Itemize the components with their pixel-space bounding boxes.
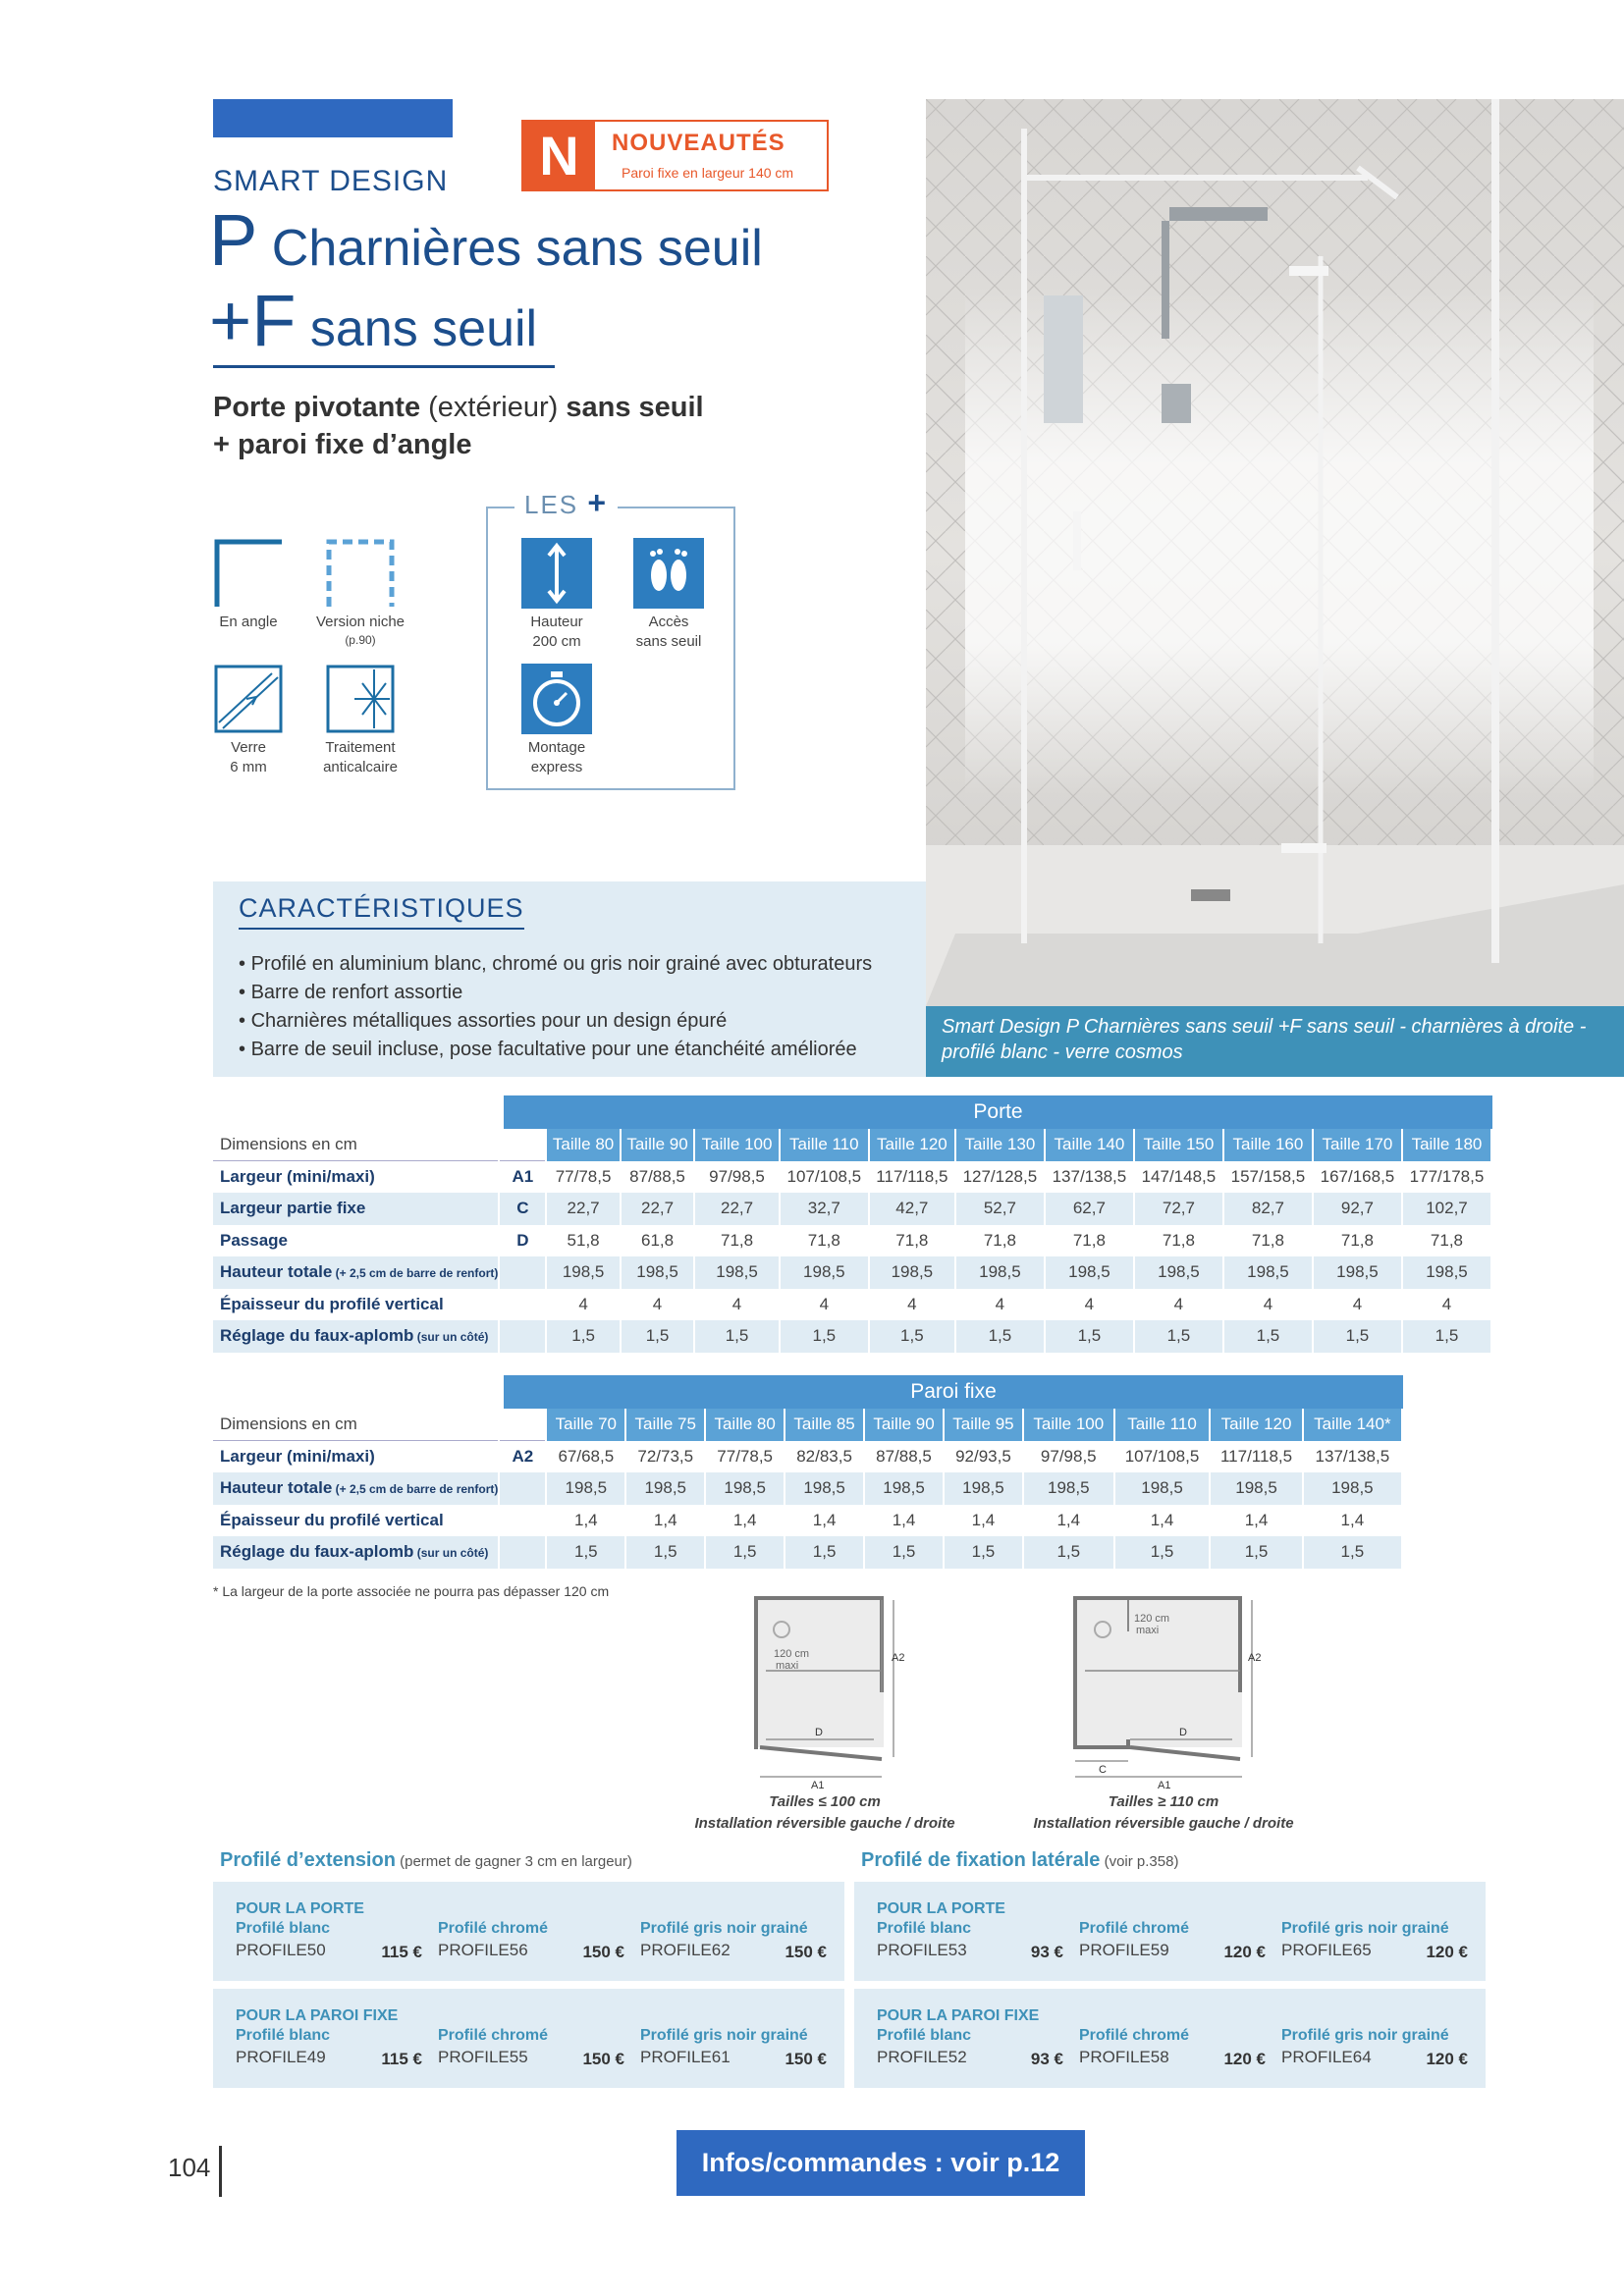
- table-cell: 198,5: [1045, 1256, 1134, 1289]
- table-cell: 32,7: [780, 1193, 869, 1225]
- row-label: Réglage du faux-aplomb (sur un côté): [213, 1536, 499, 1569]
- size-header: Taille 100: [694, 1129, 780, 1161]
- profile-option: [1079, 1899, 1266, 1962]
- new-badge: [521, 120, 829, 191]
- table-cell: 71,8: [1045, 1225, 1134, 1257]
- table-cell: 4: [1402, 1289, 1491, 1321]
- row-label: Largeur (mini/maxi): [213, 1161, 499, 1194]
- stopwatch-icon: [521, 664, 592, 734]
- table-cell: 4: [1313, 1289, 1402, 1321]
- table-cell: 1,5: [1303, 1536, 1402, 1569]
- brand-label: SMART DESIGN: [213, 165, 449, 197]
- product-photo: [926, 99, 1624, 1006]
- row-code: [499, 1320, 546, 1353]
- table-cell: 1,4: [785, 1505, 864, 1537]
- row-code: A2: [499, 1441, 546, 1473]
- list-item: • Profilé en aluminium blanc, chromé ou gris noir grainé avec obturateurs: [239, 950, 872, 979]
- profile-price: 120 €: [1223, 2050, 1266, 2068]
- table-cell: 198,5: [1313, 1256, 1402, 1289]
- table-cell: 1,4: [546, 1505, 625, 1537]
- size-header: Taille 150: [1134, 1129, 1223, 1161]
- plus-label-access: Accès: [648, 614, 689, 630]
- feature-label-niche: Version niche: [315, 614, 406, 630]
- profile-ref: PROFILE58: [1079, 2048, 1169, 2066]
- profile-price: 93 €: [1030, 1943, 1063, 1961]
- table-cell: 198,5: [785, 1472, 864, 1505]
- table-cell: 97/98,5: [1023, 1441, 1114, 1473]
- table-row: [213, 1536, 1402, 1569]
- row-code: [499, 1289, 546, 1321]
- profile-target: POUR LA PORTE: [236, 1900, 364, 1917]
- table-row: [213, 1193, 1491, 1225]
- profile-option: [640, 1899, 827, 1962]
- footprints-icon: [633, 538, 704, 609]
- anticalc-icon: [325, 664, 396, 734]
- profile-option: [236, 2006, 422, 2069]
- table-cell: 1,5: [694, 1320, 780, 1353]
- profile-name: Profilé gris noir grainé: [1281, 2027, 1449, 2044]
- table-cell: 4: [780, 1289, 869, 1321]
- diagram-d-label: D: [1179, 1727, 1187, 1738]
- product-subtitle: Porte pivotante (extérieur) sans seuil + paroi fixe d’angle: [213, 392, 704, 460]
- table-cell: 77/78,5: [546, 1161, 620, 1194]
- title-rule: [213, 365, 555, 368]
- table-cell: 1,5: [705, 1536, 785, 1569]
- table-cell: 1,5: [869, 1320, 955, 1353]
- table-cell: 198,5: [955, 1256, 1045, 1289]
- size-header: Taille 120: [869, 1129, 955, 1161]
- profile-box: [213, 1882, 844, 1981]
- profile-option: [877, 2006, 1063, 2069]
- table-cell: 1,5: [864, 1536, 944, 1569]
- table-cell: 198,5: [1210, 1472, 1302, 1505]
- feature-sub-glass: 6 mm: [230, 759, 267, 775]
- table-cell: 198,5: [869, 1256, 955, 1289]
- table-cell: 1,5: [1402, 1320, 1491, 1353]
- profile-ref: PROFILE49: [236, 2048, 326, 2066]
- table-cell: 22,7: [694, 1193, 780, 1225]
- table-cell: 71,8: [955, 1225, 1045, 1257]
- profile-ref: PROFILE55: [438, 2048, 528, 2066]
- profile-ref: PROFILE59: [1079, 1941, 1169, 1959]
- dim-label: Dimensions en cm: [213, 1409, 546, 1441]
- profile-box: [854, 1989, 1486, 2088]
- table-cell: 1,4: [625, 1505, 705, 1537]
- diagram-maxi-label: 120 cm: [774, 1648, 810, 1660]
- table-cell: 198,5: [546, 1472, 625, 1505]
- size-header: Taille 130: [955, 1129, 1045, 1161]
- corner-icon: [213, 538, 284, 609]
- table-row: [213, 1505, 1402, 1537]
- table-cell: 1,5: [1114, 1536, 1211, 1569]
- profile-name: Profilé gris noir grainé: [640, 2027, 808, 2044]
- table-cell: 71,8: [1134, 1225, 1223, 1257]
- table-row: [213, 1441, 1402, 1473]
- profile-option: [438, 2006, 624, 2069]
- table-cell: 198,5: [621, 1256, 694, 1289]
- row-label: Réglage du faux-aplomb (sur un côté): [213, 1320, 499, 1353]
- table-cell: 107/108,5: [780, 1161, 869, 1194]
- fixation-title: Profilé de fixation latérale (voir p.358): [861, 1849, 1179, 1871]
- table-cell: 127/128,5: [955, 1161, 1045, 1194]
- table-cell: 198,5: [780, 1256, 869, 1289]
- row-label: Largeur (mini/maxi): [213, 1441, 499, 1473]
- list-item: • Charnières métalliques assorties pour un design épuré: [239, 1007, 872, 1036]
- new-badge-title: NOUVEAUTÉS: [612, 130, 785, 156]
- table-cell: 177/178,5: [1402, 1161, 1491, 1194]
- table-fixe-group: Paroi fixe: [504, 1375, 1403, 1409]
- size-header: Taille 85: [785, 1409, 864, 1441]
- table-cell: 87/88,5: [864, 1441, 944, 1473]
- info-orders-button[interactable]: Infos/commandes : voir p.12: [677, 2130, 1085, 2196]
- plus-sub-montage: express: [530, 759, 583, 775]
- table-cell: 62,7: [1045, 1193, 1134, 1225]
- profile-ref: PROFILE56: [438, 1941, 528, 1959]
- table-cell: 4: [546, 1289, 620, 1321]
- table-cell: 137/138,5: [1045, 1161, 1134, 1194]
- size-header: Taille 70: [546, 1409, 625, 1441]
- diagram-d-label: D: [815, 1727, 823, 1738]
- profile-target: POUR LA PORTE: [877, 1900, 1005, 1917]
- profile-price: 150 €: [785, 2050, 827, 2068]
- profile-ref: PROFILE52: [877, 2048, 967, 2066]
- table-cell: 198,5: [1402, 1256, 1491, 1289]
- profile-name: Profilé chromé: [1079, 2027, 1190, 2044]
- profile-box: [213, 1989, 844, 2088]
- profile-name: Profilé gris noir grainé: [640, 1920, 808, 1937]
- table-cell: 71,8: [694, 1225, 780, 1257]
- profile-ref: PROFILE62: [640, 1941, 731, 1959]
- table-cell: 198,5: [1114, 1472, 1211, 1505]
- profile-price: 150 €: [582, 2050, 624, 2068]
- profile-price: 115 €: [381, 1943, 422, 1961]
- table-cell: 198,5: [864, 1472, 944, 1505]
- table-cell: 1,5: [785, 1536, 864, 1569]
- table-cell: 77/78,5: [705, 1441, 785, 1473]
- table-cell: 4: [1045, 1289, 1134, 1321]
- profile-option: [1281, 1899, 1468, 1962]
- profile-name: Profilé blanc: [877, 2027, 972, 2044]
- size-header: Taille 100: [1023, 1409, 1114, 1441]
- profile-name: Profilé chromé: [438, 2027, 549, 2044]
- table-cell: 4: [869, 1289, 955, 1321]
- row-code: [499, 1536, 546, 1569]
- table-cell: 107/108,5: [1114, 1441, 1211, 1473]
- extension-title: Profilé d’extension (permet de gagner 3 cm en largeur): [220, 1849, 632, 1871]
- table-cell: 92/93,5: [944, 1441, 1023, 1473]
- table-cell: 72,7: [1134, 1193, 1223, 1225]
- feature-sub-niche: (p.90): [345, 633, 376, 647]
- table-cell: 67/68,5: [546, 1441, 625, 1473]
- table-cell: 51,8: [546, 1225, 620, 1257]
- table-cell: 1,4: [1023, 1505, 1114, 1537]
- list-item: • Barre de renfort assortie: [239, 979, 872, 1007]
- size-header: Taille 90: [621, 1129, 694, 1161]
- table-cell: 1,4: [1210, 1505, 1302, 1537]
- table-cell: 1,5: [1223, 1320, 1313, 1353]
- feature-label-anticalc: Traitement: [325, 739, 396, 756]
- size-header: Taille 75: [625, 1409, 705, 1441]
- row-label: Épaisseur du profilé vertical: [213, 1505, 499, 1537]
- table-cell: 1,5: [1045, 1320, 1134, 1353]
- size-header: Taille 180: [1402, 1129, 1491, 1161]
- table-cell: 4: [694, 1289, 780, 1321]
- table-cell: 1,4: [944, 1505, 1023, 1537]
- characteristics-title: CARACTÉRISTIQUES: [239, 893, 524, 930]
- table-cell: 1,5: [625, 1536, 705, 1569]
- table-cell: 1,5: [780, 1320, 869, 1353]
- plus-label-height: Hauteur: [530, 614, 583, 630]
- profile-option: [877, 1899, 1063, 1962]
- diagram-small-sizes: [746, 1592, 903, 1789]
- table-cell: 167/168,5: [1313, 1161, 1402, 1194]
- profile-price: 120 €: [1426, 1943, 1468, 1961]
- plus-sub-access: sans seuil: [635, 633, 702, 650]
- size-header: Taille 170: [1313, 1129, 1402, 1161]
- profile-ref: PROFILE64: [1281, 2048, 1372, 2066]
- plus-label-montage: Montage: [527, 739, 586, 756]
- row-code: A1: [499, 1161, 546, 1194]
- size-header: Taille 140: [1045, 1129, 1134, 1161]
- feature-label-angle: En angle: [219, 614, 278, 630]
- table-cell: 61,8: [621, 1225, 694, 1257]
- new-badge-subtitle: Paroi fixe en largeur 140 cm: [622, 165, 794, 181]
- table-cell: 82/83,5: [785, 1441, 864, 1473]
- table-cell: 71,8: [780, 1225, 869, 1257]
- table-cell: 198,5: [705, 1472, 785, 1505]
- row-code: C: [499, 1193, 546, 1225]
- table-cell: 1,5: [1210, 1536, 1302, 1569]
- diagram-a1-label: A1: [811, 1780, 825, 1791]
- row-label: Épaisseur du profilé vertical: [213, 1289, 499, 1321]
- diagram-c-label: C: [1099, 1764, 1107, 1776]
- table-cell: 92,7: [1313, 1193, 1402, 1225]
- diagram-maxi-label2: maxi: [1136, 1625, 1160, 1636]
- page-number-divider: [219, 2146, 222, 2197]
- profile-target: POUR LA PAROI FIXE: [877, 2007, 1040, 2024]
- table-row: [213, 1320, 1491, 1353]
- table-cell: 97/98,5: [694, 1161, 780, 1194]
- diagram-maxi-label: 120 cm: [1134, 1613, 1170, 1625]
- table-cell: 82,7: [1223, 1193, 1313, 1225]
- table-cell: 71,8: [869, 1225, 955, 1257]
- table-cell: 1,4: [1303, 1505, 1402, 1537]
- diagram-maxi-label2: maxi: [776, 1660, 799, 1672]
- table-footnote: * La largeur de la porte associée ne pourra pas dépasser 120 cm: [213, 1583, 610, 1599]
- table-cell: 117/118,5: [1210, 1441, 1302, 1473]
- size-header: Taille 80: [546, 1129, 620, 1161]
- profile-ref: PROFILE53: [877, 1941, 967, 1959]
- profile-option: [640, 2006, 827, 2069]
- table-cell: 71,8: [1402, 1225, 1491, 1257]
- feature-sub-anticalc: anticalcaire: [323, 759, 398, 775]
- table-row: [213, 1161, 1491, 1194]
- row-code: [499, 1505, 546, 1537]
- characteristics-panel: [213, 881, 926, 1077]
- header-accent-bar: [213, 99, 453, 137]
- profile-target: POUR LA PAROI FIXE: [236, 2007, 399, 2024]
- profile-price: 120 €: [1426, 2050, 1468, 2068]
- table-cell: 1,4: [705, 1505, 785, 1537]
- table-cell: 102,7: [1402, 1193, 1491, 1225]
- table-cell: 4: [1134, 1289, 1223, 1321]
- table-cell: 147/148,5: [1134, 1161, 1223, 1194]
- table-cell: 198,5: [546, 1256, 620, 1289]
- table-cell: 4: [955, 1289, 1045, 1321]
- table-cell: 72/73,5: [625, 1441, 705, 1473]
- table-cell: 198,5: [1223, 1256, 1313, 1289]
- table-cell: 1,5: [1313, 1320, 1402, 1353]
- table-cell: 1,5: [546, 1536, 625, 1569]
- size-header: Taille 80: [705, 1409, 785, 1441]
- table-cell: 1,5: [546, 1320, 620, 1353]
- size-header: Taille 95: [944, 1409, 1023, 1441]
- diagram-a2-label: A2: [892, 1652, 905, 1664]
- photo-caption: Smart Design P Charnières sans seuil +F sans seuil - charnières à droite - profilé blanc - verre cosmos: [926, 1006, 1624, 1077]
- size-header: Taille 120: [1210, 1409, 1302, 1441]
- profile-name: Profilé gris noir grainé: [1281, 1920, 1449, 1937]
- profile-name: Profilé blanc: [236, 2027, 331, 2044]
- table-cell: 137/138,5: [1303, 1441, 1402, 1473]
- profile-name: Profilé chromé: [438, 1920, 549, 1937]
- profile-price: 150 €: [785, 1943, 827, 1961]
- new-badge-letter: N: [523, 122, 595, 189]
- plus-sub-height: 200 cm: [532, 633, 581, 650]
- dim-label: Dimensions en cm: [213, 1129, 546, 1161]
- table-cell: 1,4: [1114, 1505, 1211, 1537]
- table-cell: 1,5: [1023, 1536, 1114, 1569]
- table-cell: 22,7: [621, 1193, 694, 1225]
- table-cell: 157/158,5: [1223, 1161, 1313, 1194]
- table-cell: 87/88,5: [621, 1161, 694, 1194]
- table-cell: 1,5: [621, 1320, 694, 1353]
- row-code: [499, 1256, 546, 1289]
- profile-price: 150 €: [582, 1943, 624, 1961]
- table-cell: 1,5: [1134, 1320, 1223, 1353]
- table-porte-group: Porte: [504, 1095, 1492, 1129]
- feature-label-glass: Verre: [231, 739, 266, 756]
- table-cell: 4: [1223, 1289, 1313, 1321]
- table-cell: 198,5: [944, 1472, 1023, 1505]
- table-cell: 71,8: [1313, 1225, 1402, 1257]
- size-header: Taille 140*: [1303, 1409, 1402, 1441]
- table-row: [213, 1225, 1491, 1257]
- row-code: [499, 1472, 546, 1505]
- table-cell: 198,5: [1134, 1256, 1223, 1289]
- diagram-large-sizes: [1065, 1592, 1262, 1789]
- table-cell: 42,7: [869, 1193, 955, 1225]
- table-row: [213, 1289, 1491, 1321]
- profile-price: 120 €: [1223, 1943, 1266, 1961]
- table-cell: 1,5: [944, 1536, 1023, 1569]
- profile-name: Profilé blanc: [877, 1920, 972, 1937]
- page-number: 104: [168, 2153, 211, 2182]
- profile-ref: PROFILE50: [236, 1941, 326, 1959]
- profile-name: Profilé chromé: [1079, 1920, 1190, 1937]
- table-header-row: [213, 1409, 1402, 1441]
- diagram-large-caption: Tailles ≥ 110 cm Installation réversible gauche / droite: [1033, 1793, 1294, 1832]
- table-cell: 4: [621, 1289, 694, 1321]
- table-row: [213, 1472, 1402, 1505]
- profile-box: [854, 1882, 1486, 1981]
- table-cell: 198,5: [1303, 1472, 1402, 1505]
- profile-price: 115 €: [381, 2050, 422, 2068]
- profile-option: [438, 1899, 624, 1962]
- diagram-small-caption: Tailles ≤ 100 cm Installation réversible gauche / droite: [694, 1793, 955, 1832]
- niche-icon: [325, 538, 396, 609]
- table-row: [213, 1256, 1491, 1289]
- table-porte: [213, 1129, 1492, 1353]
- table-cell: 22,7: [546, 1193, 620, 1225]
- table-cell: 198,5: [625, 1472, 705, 1505]
- height-icon: [521, 538, 592, 609]
- size-header: Taille 160: [1223, 1129, 1313, 1161]
- diagram-a2-label: A2: [1248, 1652, 1262, 1664]
- row-label: Largeur partie fixe: [213, 1193, 499, 1225]
- table-cell: 198,5: [1023, 1472, 1114, 1505]
- table-cell: 52,7: [955, 1193, 1045, 1225]
- profile-option: [1281, 2006, 1468, 2069]
- row-code: D: [499, 1225, 546, 1257]
- page-title: P Charnières sans seuil +F sans seuil: [209, 199, 763, 361]
- size-header: Taille 110: [1114, 1409, 1211, 1441]
- row-label: Hauteur totale (+ 2,5 cm de barre de renfort): [213, 1472, 499, 1505]
- profile-ref: PROFILE61: [640, 2048, 731, 2066]
- les-plus-title: LES +: [514, 485, 618, 521]
- table-cell: 1,4: [864, 1505, 944, 1537]
- profile-name: Profilé blanc: [236, 1920, 331, 1937]
- row-label: Hauteur totale (+ 2,5 cm de barre de renfort): [213, 1256, 499, 1289]
- table-cell: 1,5: [955, 1320, 1045, 1353]
- characteristics-list: [239, 950, 872, 1064]
- row-label: Passage: [213, 1225, 499, 1257]
- size-header: Taille 110: [780, 1129, 869, 1161]
- diagram-a1-label: A1: [1158, 1780, 1171, 1791]
- profile-price: 93 €: [1030, 2050, 1063, 2068]
- size-header: Taille 90: [864, 1409, 944, 1441]
- profile-option: [1079, 2006, 1266, 2069]
- table-cell: 198,5: [694, 1256, 780, 1289]
- table-cell: 71,8: [1223, 1225, 1313, 1257]
- profile-ref: PROFILE65: [1281, 1941, 1372, 1959]
- table-fixe: [213, 1409, 1403, 1569]
- table-header-row: [213, 1129, 1491, 1161]
- table-cell: 117/118,5: [869, 1161, 955, 1194]
- list-item: • Barre de seuil incluse, pose facultative pour une étanchéité améliorée: [239, 1036, 872, 1064]
- glass-icon: [213, 664, 284, 734]
- profile-option: [236, 1899, 422, 1962]
